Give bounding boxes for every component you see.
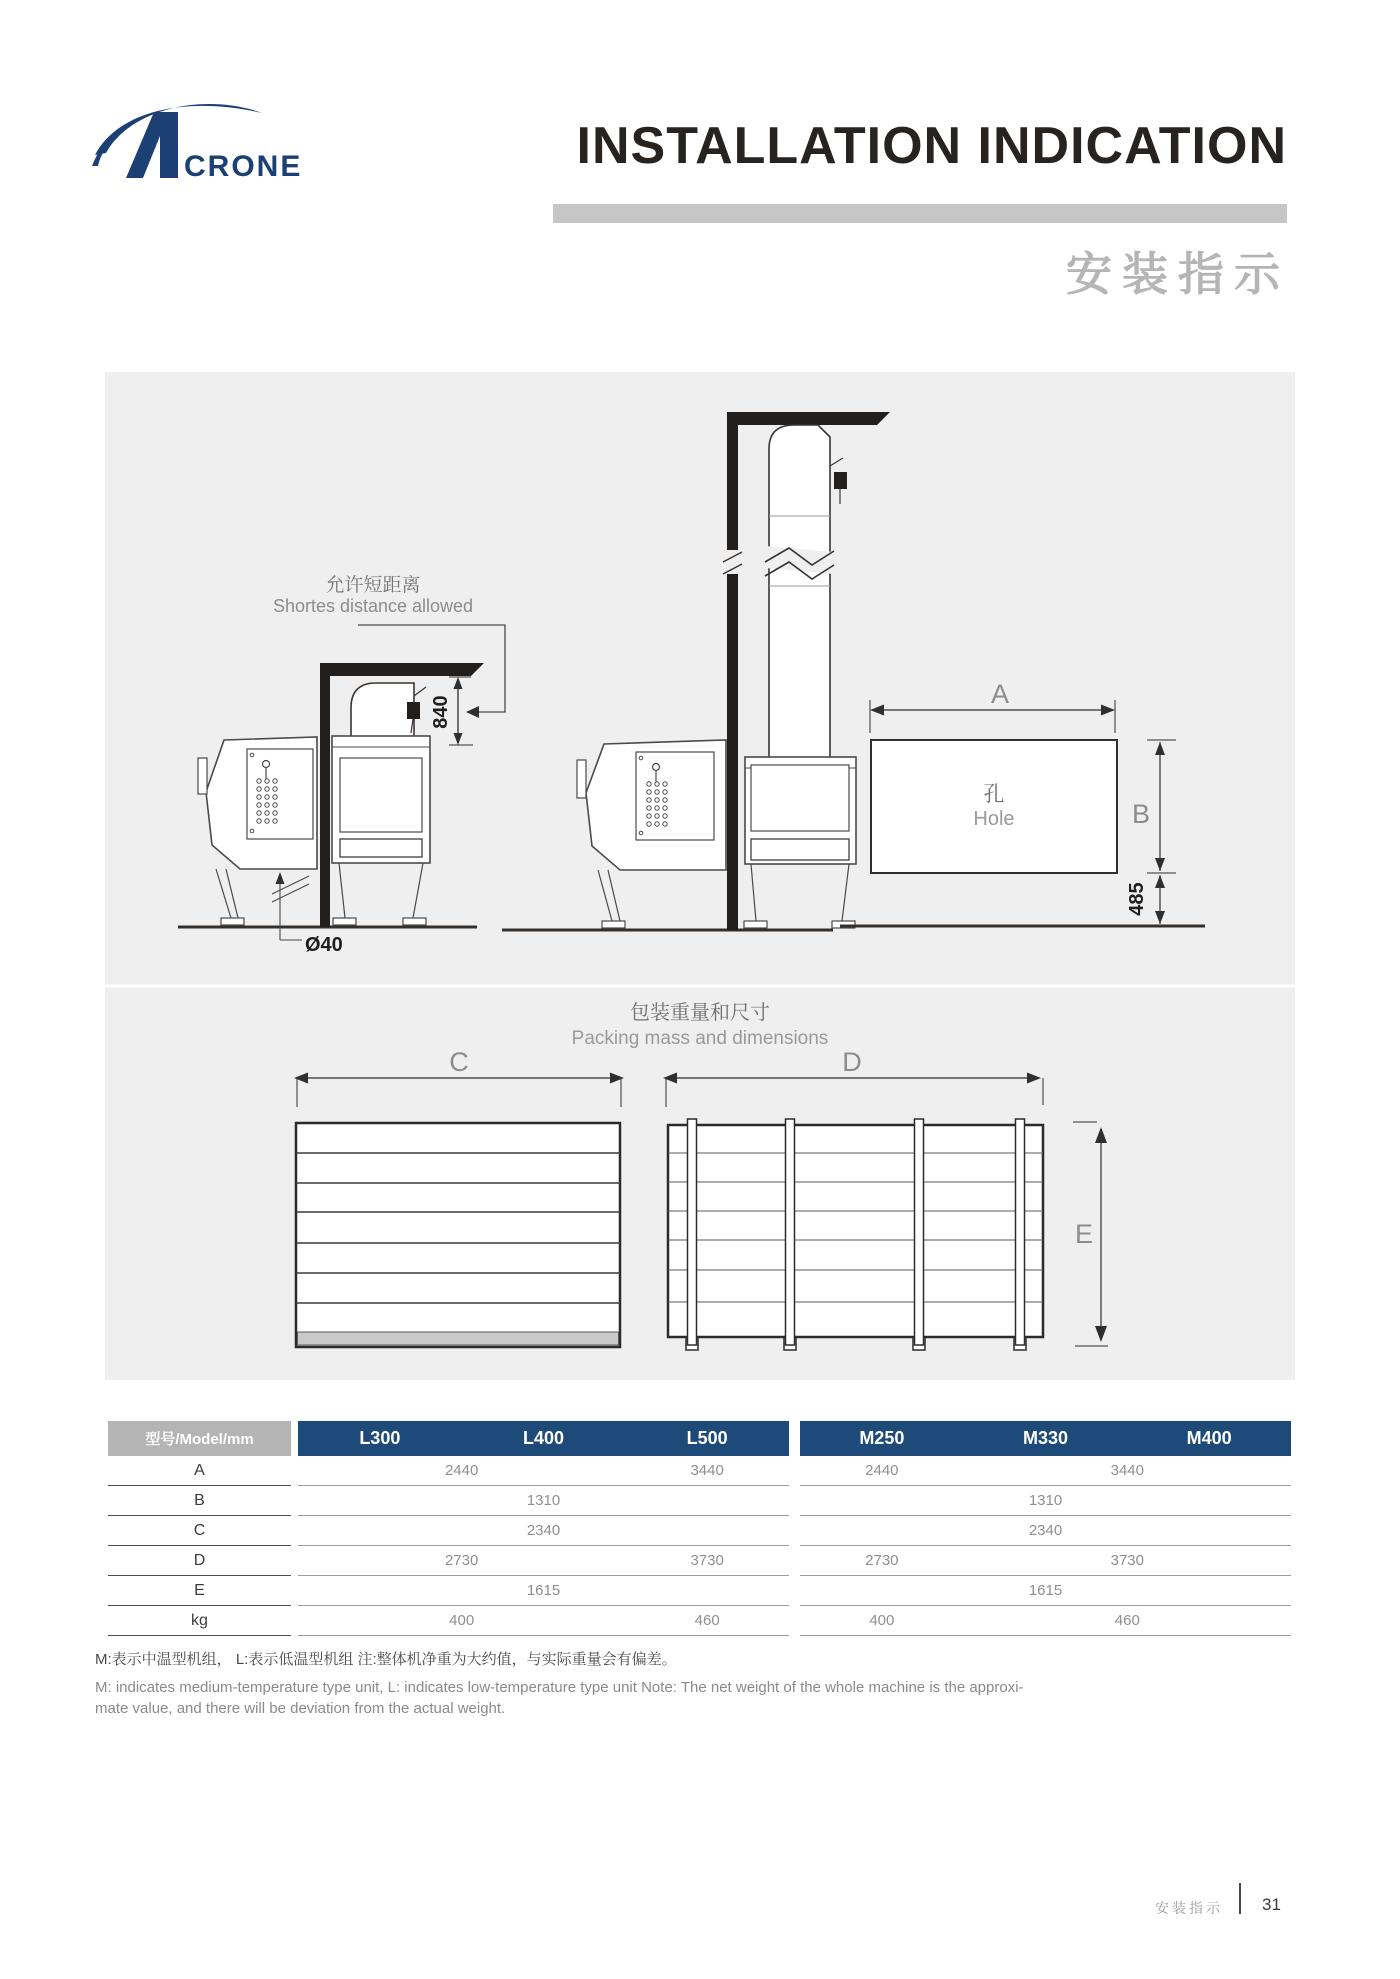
short-distance-label-en: Shortes distance allowed <box>272 596 474 616</box>
cell-value: 2730 <box>444 1552 479 1569</box>
spec-table <box>108 1421 1291 1636</box>
wall-break-symbol <box>723 550 742 574</box>
note-en-line2: mate value, and there will be deviation from the actual weight. <box>95 1700 506 1717</box>
note-en-line1: M: indicates medium-temperature type unit, L: indicates low-temperature type unit Note: The net weight of the whole machine is the approxi- <box>95 1679 1024 1696</box>
cell-value: 460 <box>1114 1612 1140 1629</box>
table-row-b <box>108 1486 1291 1516</box>
page-subtitle-cn: 安装指示 <box>1066 248 1290 300</box>
dim-485-value: 485 <box>1126 882 1148 916</box>
footer-page-number: 31 <box>1262 1895 1281 1914</box>
footer-divider-bar <box>1239 1883 1241 1914</box>
cell-value: 2340 <box>526 1522 561 1539</box>
cell-value: 460 <box>694 1612 720 1629</box>
model-m250: M250 <box>859 1428 905 1448</box>
package-crate-left <box>296 1123 620 1347</box>
dim-c <box>294 1073 624 1108</box>
dim-c-label: C <box>449 1047 469 1077</box>
footer-section-label: 安装指示 <box>1155 1900 1223 1916</box>
dim-d-label: D <box>842 1047 862 1077</box>
cell-value: 3440 <box>690 1462 724 1479</box>
logo-word: CRONE <box>184 150 303 183</box>
cell-value: 2730 <box>865 1552 899 1569</box>
hole-rectangle <box>871 740 1117 873</box>
machine-side-view-1 <box>198 737 317 925</box>
cell-value: 400 <box>449 1612 475 1629</box>
exhaust-duct-tall <box>769 425 847 758</box>
cell-value: 3730 <box>1110 1552 1144 1569</box>
acrone-logo <box>92 100 307 184</box>
packing-section <box>294 1001 1108 1350</box>
model-header-cell: 型号/Model/mm <box>108 1421 291 1456</box>
hole-label-cn: 孔 <box>983 783 1005 806</box>
m-models-header <box>800 1421 1291 1456</box>
dim-a-label: A <box>990 679 1010 709</box>
package-crate-right <box>668 1119 1043 1350</box>
hole-label-en: Hole <box>973 808 1015 830</box>
cell-value: 2440 <box>444 1462 479 1479</box>
cell-value: 1310 <box>1028 1492 1063 1509</box>
spec-table-header <box>108 1421 1291 1456</box>
cell-value: 1615 <box>526 1582 561 1599</box>
model-l500: L500 <box>686 1428 728 1448</box>
cell-value: 1615 <box>1028 1582 1063 1599</box>
cell-value: 400 <box>869 1612 895 1629</box>
row-label: A <box>108 1456 291 1486</box>
table-row-e <box>108 1576 1291 1606</box>
cell-value: 1310 <box>526 1492 561 1509</box>
dim-d <box>663 1073 1043 1108</box>
installation-diagram <box>105 372 1295 1380</box>
dim-e-label: E <box>1074 1219 1094 1249</box>
cell-value: 2440 <box>865 1462 899 1479</box>
packing-title-cn: 包装重量和尺寸 <box>630 1002 770 1024</box>
cell-value: 2340 <box>1028 1522 1063 1539</box>
table-row-d <box>108 1546 1291 1576</box>
scene-tall-duct <box>502 412 890 930</box>
scene-short-distance <box>178 574 505 956</box>
dim-b <box>1147 740 1176 871</box>
cell-value: 3440 <box>1110 1462 1144 1479</box>
model-l400: L400 <box>522 1428 565 1448</box>
l-models-header <box>298 1421 789 1456</box>
table-row-c <box>108 1516 1291 1546</box>
diagram-panel <box>105 372 1295 1380</box>
dim-840-value: 840 <box>430 695 452 729</box>
notes-block <box>95 1648 1310 1719</box>
pipe-callout <box>272 872 309 940</box>
row-label: kg <box>108 1606 291 1636</box>
machine-frame-1 <box>332 736 430 925</box>
dim-485 <box>1147 873 1176 924</box>
row-label: D <box>108 1546 291 1576</box>
cell-value: 3730 <box>690 1552 724 1569</box>
short-distance-label-cn: 允许短距离 <box>325 575 421 596</box>
title-underline-bar <box>553 204 1287 223</box>
table-row-a <box>108 1456 1291 1486</box>
machine-frame-2 <box>744 757 856 928</box>
page-title: INSTALLATION INDICATION <box>576 117 1287 175</box>
model-l300: L300 <box>359 1428 401 1448</box>
packing-title-en: Packing mass and dimensions <box>571 1028 829 1049</box>
model-m400: M400 <box>1186 1428 1232 1448</box>
scene-hole <box>840 679 1205 926</box>
table-row-kg <box>108 1606 1291 1636</box>
model-m330: M330 <box>1022 1428 1069 1448</box>
row-label: C <box>108 1516 291 1546</box>
dim-b-label: B <box>1131 799 1150 829</box>
machine-side-view-2 <box>577 740 726 928</box>
row-label: E <box>108 1576 291 1606</box>
row-label: B <box>108 1486 291 1516</box>
dim-phi40-value: Ø40 <box>305 934 343 956</box>
note-cn: M:表示中温型机组， L:表示低温型机组 注:整体机净重为大约值，与实际重量会有偏差。 <box>95 1651 677 1668</box>
